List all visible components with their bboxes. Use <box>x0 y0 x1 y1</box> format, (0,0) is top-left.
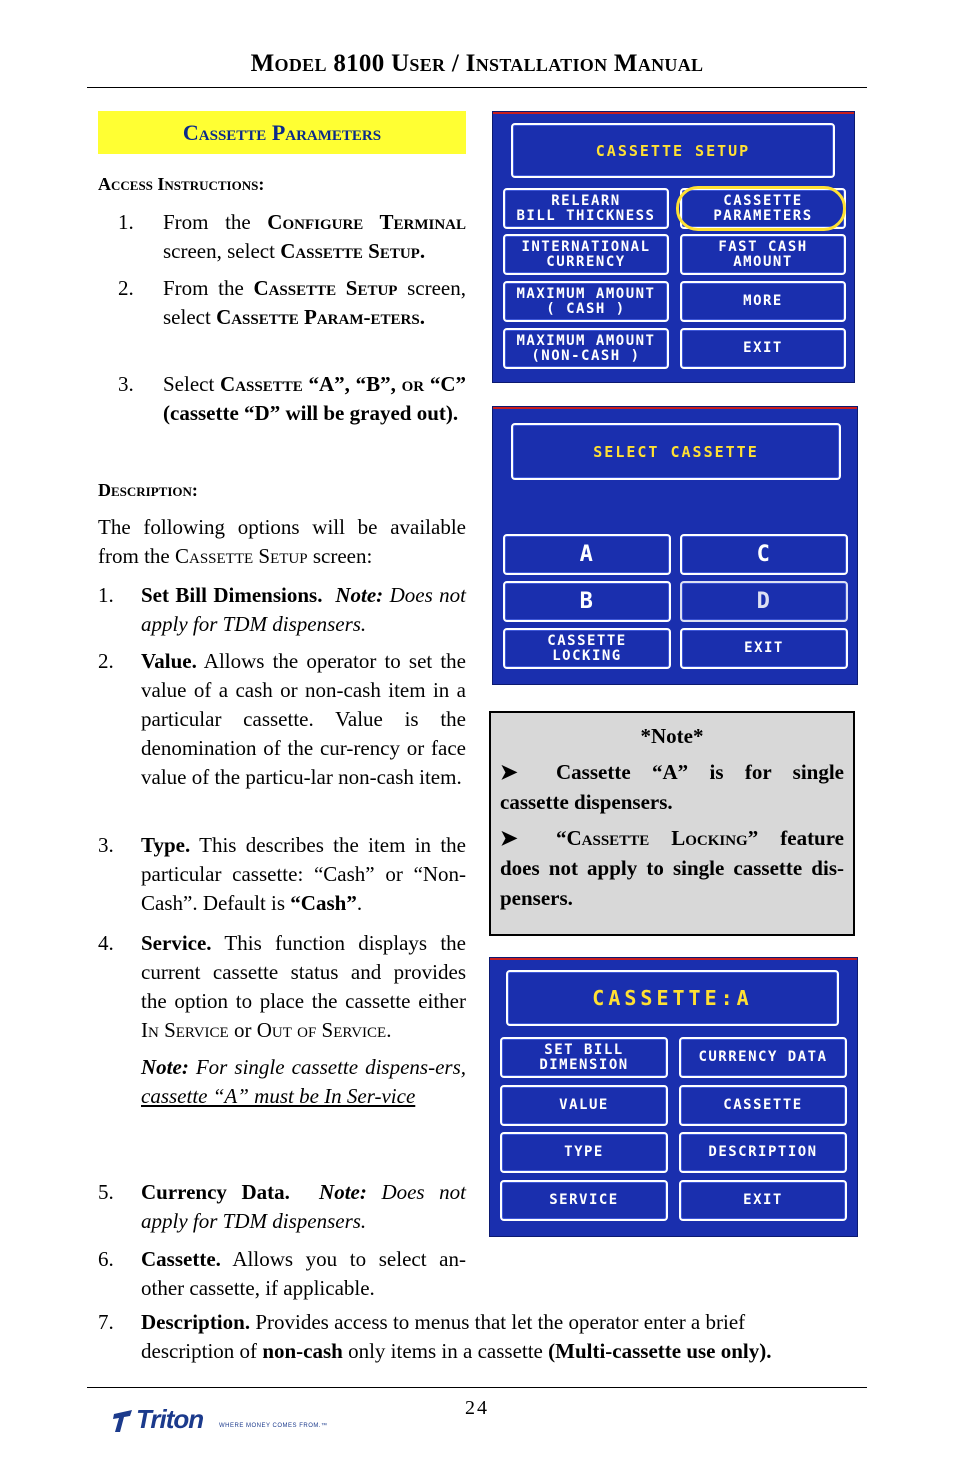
triton-logo <box>112 1404 328 1438</box>
fast-cash-amount-button[interactable]: FAST CASH AMOUNT <box>680 234 846 275</box>
logo-text: Triton <box>136 1404 204 1434</box>
screen-top-edge <box>493 407 857 409</box>
arrow-bullet-icon: ➤ <box>500 760 518 784</box>
service-button[interactable]: SERVICE <box>500 1180 668 1221</box>
relearn-bill-thickness-button[interactable]: RELEARN BILL THICKNESS <box>503 188 669 229</box>
triton-mark-icon <box>112 1408 136 1434</box>
exit-button[interactable]: EXIT <box>679 1180 847 1221</box>
atm-screen-cassette-setup <box>492 111 855 383</box>
cassette-locking-button[interactable]: CASSETTE LOCKING <box>503 628 671 669</box>
exit-button[interactable]: EXIT <box>680 328 846 369</box>
currency-data-button[interactable]: CURRENCY DATA <box>679 1037 847 1078</box>
selection-highlight <box>676 186 846 231</box>
more-button[interactable]: MORE <box>680 281 846 322</box>
type-button[interactable]: TYPE <box>500 1132 668 1173</box>
desc-item-5: 5. Currency Data. Note: Does not apply for TDM dispensers. <box>98 1180 466 1233</box>
arrow-bullet-icon: ➤ <box>500 826 518 850</box>
maximum-amount-non-cash-button[interactable]: MAXIMUM AMOUNT (NON-CASH ) <box>503 328 669 369</box>
header-rule <box>87 87 867 88</box>
section-title: Cassette Parameters <box>98 111 466 154</box>
cassette-parameters-button[interactable]: CASSETTE PARAMETERS <box>680 188 846 229</box>
international-currency-button[interactable]: INTERNATIONAL CURRENCY <box>503 234 669 275</box>
atm-screen-select-cassette <box>492 406 858 685</box>
screen-title: CASSETTE SETUP <box>511 123 835 178</box>
exit-button[interactable]: EXIT <box>680 628 848 669</box>
access-step-3: 3. Select Cassette “A”, “B”, or “C” (cassette “D” will be grayed out). <box>118 372 466 425</box>
access-step-2: 2. From the Cassette Setup screen, select Cassette Param-eters. <box>118 276 466 329</box>
access-heading: Access Instructions: <box>98 174 265 194</box>
desc-item-4: 4. Service. This function displays the current cassette status and provides the option to place the cassette either In Service or Out of Service. Note: For single cassette dispens-ers, cassette “A” must be In Ser-vice <box>98 931 466 1108</box>
note-bullet-2: ➤ “Cassette Locking” feature does not apply to single cassette dis-pensers. <box>500 823 844 913</box>
desc-item-3: 3. Type. This describes the item in the particular cassette: “Cash” or “Non-Cash”. Default is “Cash”. <box>98 833 466 915</box>
desc-item-6: 6. Cassette. Allows you to select an-other cassette, if applicable. <box>98 1247 466 1300</box>
value-button[interactable]: VALUE <box>500 1085 668 1126</box>
page-header: Model 8100 User / Installation Manual <box>250 50 704 77</box>
access-step-1: 1. From the Configure Terminal screen, select Cassette Setup. <box>118 210 466 263</box>
description-heading: Description: <box>98 480 198 500</box>
cassette-b-button[interactable]: B <box>503 581 671 622</box>
logo-tagline: WHERE MONEY COMES FROM.™ <box>219 1423 328 1429</box>
description-button[interactable]: DESCRIPTION <box>679 1132 847 1173</box>
maximum-amount-cash-button[interactable]: MAXIMUM AMOUNT ( CASH ) <box>503 281 669 322</box>
description-intro: The following options will be available from the Cassette Setup screen: <box>98 515 466 568</box>
desc-item-7: 7. Description. Provides access to menus that let the operator enter a brief description of non-cash only items in a cassette (Multi-cassette use only). <box>98 1310 772 1363</box>
atm-screen-cassette-a <box>489 957 858 1237</box>
note-title: *Note* <box>640 724 704 748</box>
note-box <box>489 711 855 936</box>
footer-rule <box>87 1387 867 1388</box>
screen-top-edge <box>493 112 854 114</box>
desc-item-2: 2. Value. Allows the operator to set the value of a cash or non-cash item in a particular cassette. Value is the denomination of the cur-rency or face value of the particu-lar non-cash item. <box>98 649 466 789</box>
cassette-a-button[interactable]: A <box>503 534 671 575</box>
cassette-button[interactable]: CASSETTE <box>679 1085 847 1126</box>
set-bill-dimension-button[interactable]: SET BILL DIMENSION <box>500 1037 668 1078</box>
cassette-d-button[interactable]: D <box>680 581 848 622</box>
cassette-c-button[interactable]: C <box>680 534 848 575</box>
note-bullet-1: ➤ Cassette “A” is for single cassette dispensers. <box>500 757 844 817</box>
page-number: 24 <box>465 1397 489 1419</box>
desc-item-1: 1. Set Bill Dimensions. Note: Does not apply for TDM dispensers. <box>98 583 467 636</box>
screen-title: SELECT CASSETTE <box>511 423 841 480</box>
screen-top-edge <box>490 958 857 960</box>
screen-title: CASSETTE:A <box>506 970 839 1026</box>
